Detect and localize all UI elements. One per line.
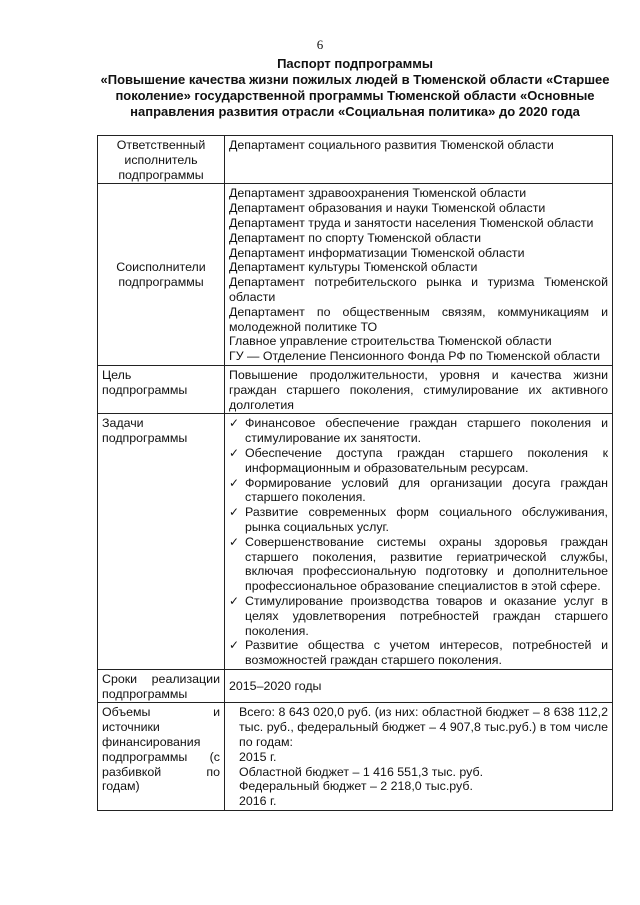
row-terms [98,669,613,703]
task-item: ✓ Формирование условий для организации досуга граждан старшего поколения. [229,475,608,505]
row-funding [98,703,613,811]
coexecutor-item: Департамент здравоохранения Тюменской области [229,186,527,201]
funding-year-2016: 2016 г. [239,794,277,809]
coexecutor-item: Департамент образования и науки Тюменской области [229,201,546,216]
checkmark-icon: ✓ [229,416,240,431]
label-responsible: Ответственный исполнитель подпрограммы [98,136,225,184]
row-coexecutors [98,184,613,366]
label-terms: Сроки реализации подпрограммы [98,669,225,703]
funding-year-2015: 2015 г. [239,749,277,764]
coexecutor-item: Департамент информатизации Тюменской области [229,245,525,260]
task-item: ✓ Развитие современных форм социального обслуживания, рынка социальных услуг. [229,505,608,534]
passport-table [97,135,613,811]
page-number: 6 [316,37,324,52]
coexecutor-item: Департамент культуры Тюменской области [229,260,478,275]
row-goal [98,365,613,413]
coexecutor-item: ГУ — Отделение Пенсионного Фонда РФ по Тюменской области [229,349,601,364]
row-tasks [98,414,613,670]
title-line-2: «Повышение качества жизни пожилых людей в Тюменской области «Старшее [100,72,610,87]
value-goal: Повышение продолжительности, уровня и качества жизни граждан старшего поколения, стимулирование их активного долголетия [225,365,613,413]
label-tasks: Задачи подпрограммы [98,414,225,670]
funding-total: Всего: 8 643 020,0 руб. (из них: областной бюджет – 8 638 112,2 тыс. руб., федеральный бюджет – 4 907,8 тыс.руб.) в том числе по годам: [239,705,608,750]
coexecutor-item: Департамент по общественным связям, коммуникациям и молодежной политике ТО [229,304,608,334]
checkmark-icon: ✓ [229,445,240,460]
value-terms: 2015–2020 годы [225,669,613,703]
coexecutor-item: Главное управление строительства Тюменской области [229,334,552,349]
checkmark-icon: ✓ [229,638,240,653]
funding-federal-2015: Федеральный бюджет – 2 218,0 тыс.руб. [239,779,473,794]
checkmark-icon: ✓ [229,534,240,549]
document-title [96,56,614,120]
task-item: ✓ Развитие общества с учетом интересов, потребностей и возможностей граждан старшего поколения. [229,638,608,668]
label-funding: Объемы и источники финансирования подпрограммы (с разбивкой по годам) [98,703,225,811]
label-goal: Цель подпрограммы [98,365,225,413]
checkmark-icon: ✓ [229,593,240,608]
row-responsible [98,136,613,184]
task-item: ✓ Обеспечение доступа граждан старшего поколения к информационным и образовательным ресурсам. [229,445,608,475]
value-coexecutors [225,184,613,366]
tasks-list [229,416,608,668]
checkmark-icon: ✓ [229,505,240,520]
title-line-1: Паспорт подпрограммы [277,56,433,71]
task-item: ✓ Совершенствование системы охраны здоровья граждан старшего поколения, развитие гериатрической службы, включая профессиональную подготовку и дополнительное профессиональное образование специалистов в этой сфере. [229,534,608,594]
title-line-4: направления развития отрасли «Социальная политика» до 2020 года [130,104,580,119]
label-coexecutors: Соисполнители подпрограммы [98,184,225,366]
coexecutor-item: Департамент потребительского рынка и туризма Тюменской области [229,275,608,304]
coexecutor-item: Департамент по спорту Тюменской области [229,230,481,245]
task-item: ✓ Финансовое обеспечение граждан старшего поколения и стимулирование их занятости. [229,416,608,446]
checkmark-icon: ✓ [229,475,240,490]
coexecutor-item: Департамент труда и занятости населения Тюменской области [229,215,594,230]
funding-regional-2015: Областной бюджет – 1 416 551,3 тыс. руб. [239,764,484,779]
title-line-3: поколение» государственной программы Тюменской области «Основные [115,88,595,103]
value-responsible: Департамент социального развития Тюменской области [225,136,613,184]
value-funding [225,703,613,811]
task-item: ✓ Стимулирование производства товаров и оказание услуг в целях удовлетворения потребностей граждан старшего поколения. [229,593,608,638]
value-tasks [225,414,613,670]
